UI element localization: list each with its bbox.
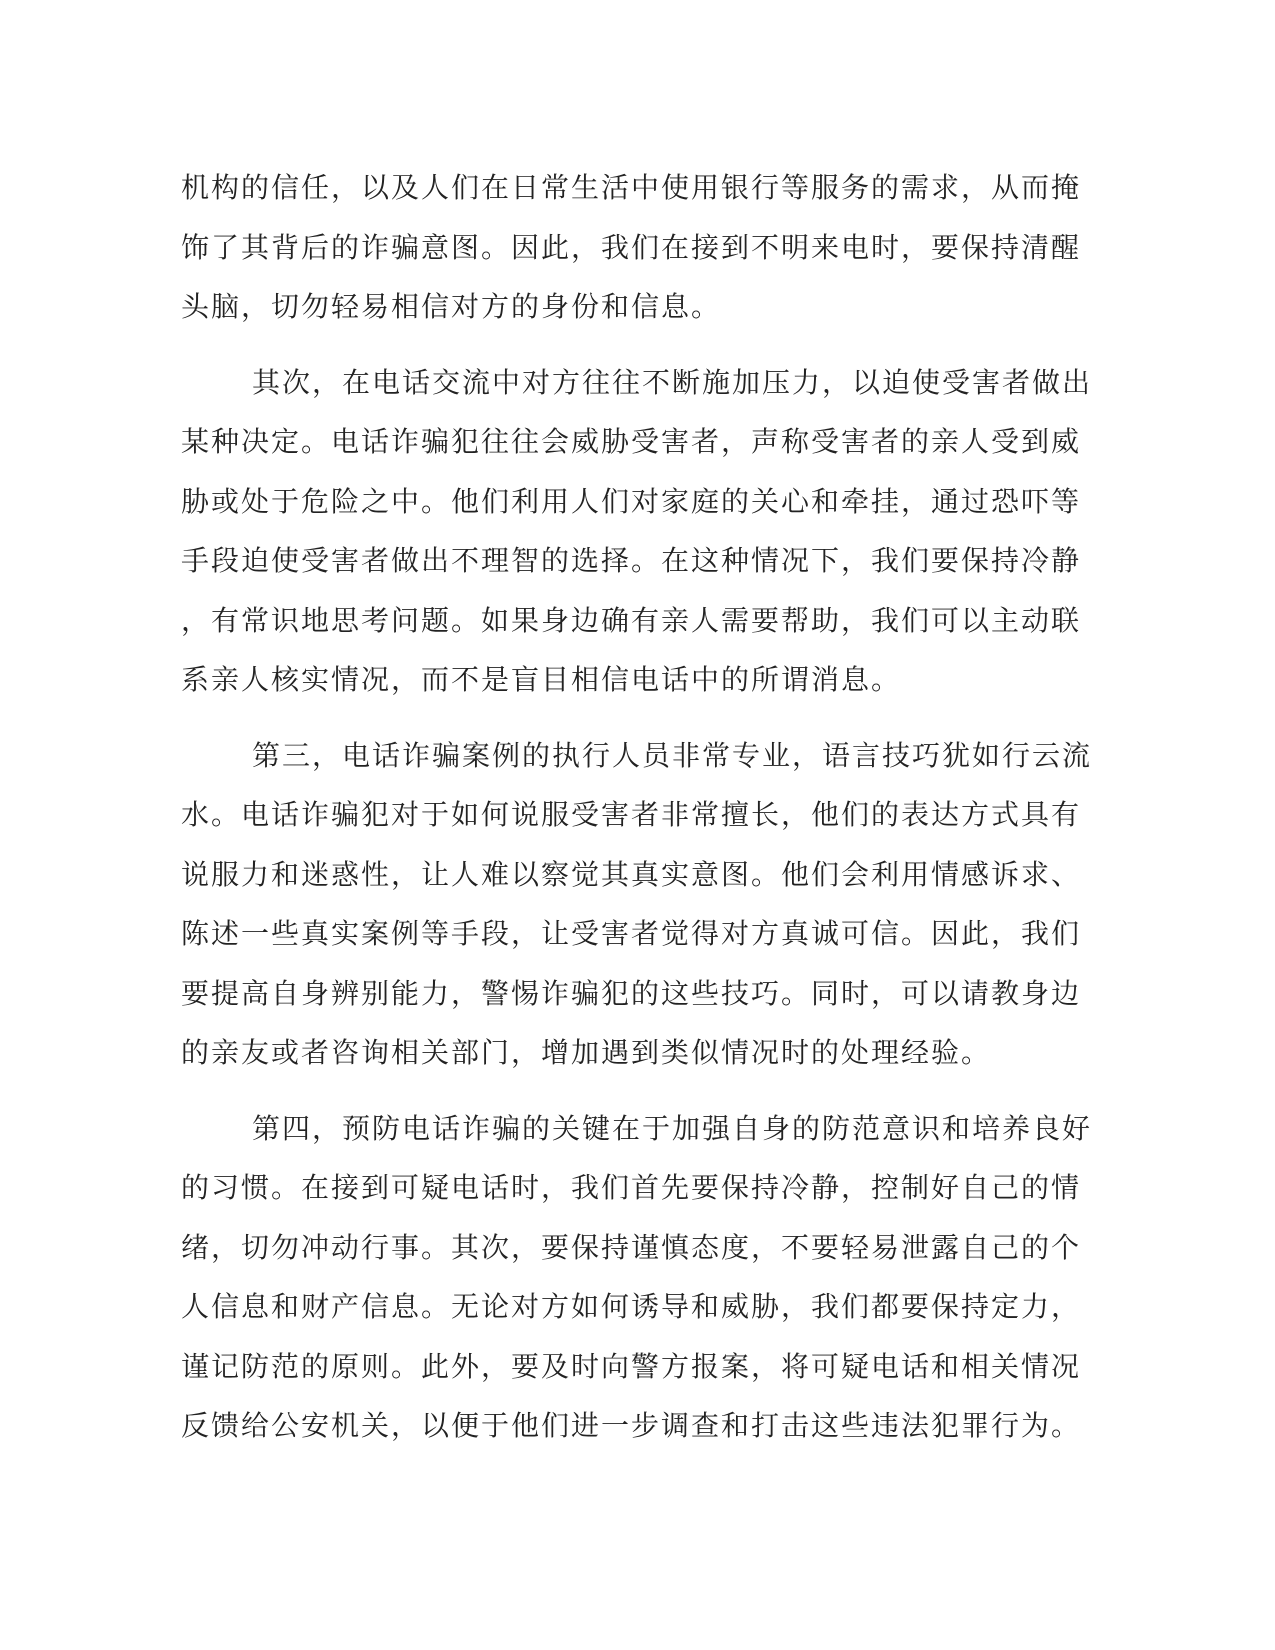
text-line: 胁或处于危险之中。他们利用人们对家庭的关心和牵挂，通过恐吓等 xyxy=(181,484,1082,518)
text-line: 的亲友或者咨询相关部门，增加遇到类似情况时的处理经验。 xyxy=(181,1036,992,1069)
text-line: 反馈给公安机关，以便于他们进一步调查和打击这些违法犯罪行为。 xyxy=(181,1409,1082,1442)
paragraph-1 xyxy=(181,158,1082,337)
paragraph-4 xyxy=(181,1099,1093,1456)
text-line: ，有常识地思考问题。如果身边确有亲人需要帮助，我们可以主动联 xyxy=(181,603,1082,637)
text-line: 绪，切勿冲动行事。其次，要保持谨慎态度，不要轻易泄露自己的个 xyxy=(181,1230,1082,1264)
text-line: 第四，预防电话诈骗的关键在于加强自身的防范意识和培养良好 xyxy=(252,1111,1093,1145)
text-line: 谨记防范的原则。此外，要及时向警方报案，将可疑电话和相关情况 xyxy=(181,1349,1082,1383)
text-line: 机构的信任，以及人们在日常生活中使用银行等服务的需求，从而掩 xyxy=(181,171,1082,204)
text-line: 第三，电话诈骗案例的执行人员非常专业，语言技巧犹如行云流 xyxy=(252,738,1093,772)
text-line: 说服力和迷惑性，让人难以察觉其真实意图。他们会利用情感诉求、 xyxy=(181,857,1082,891)
text-line: 某种决定。电话诈骗犯往往会威胁受害者，声称受害者的亲人受到威 xyxy=(181,425,1082,458)
paragraph-3 xyxy=(181,726,1093,1083)
text-line: 人信息和财产信息。无论对方如何诱导和威胁，我们都要保持定力， xyxy=(181,1290,1082,1323)
text-line: 陈述一些真实案例等手段，让受害者觉得对方真诚可信。因此，我们 xyxy=(181,917,1082,950)
text-line: 要提高自身辨别能力，警惕诈骗犯的这些技巧。同时，可以请教身边 xyxy=(181,976,1082,1010)
text-line: 手段迫使受害者做出不理智的选择。在这种情况下，我们要保持冷静 xyxy=(181,544,1082,577)
paragraph-2 xyxy=(181,353,1093,710)
text-line: 系亲人核实情况，而不是盲目相信电话中的所谓消息。 xyxy=(181,663,902,696)
text-line: 的习惯。在接到可疑电话时，我们首先要保持冷静，控制好自己的情 xyxy=(181,1171,1082,1204)
text-line: 水。电话诈骗犯对于如何说服受害者非常擅长，他们的表达方式具有 xyxy=(181,798,1082,831)
text-line: 饰了其背后的诈骗意图。因此，我们在接到不明来电时，要保持清醒 xyxy=(181,230,1082,264)
text-line: 其次，在电话交流中对方往往不断施加压力，以迫使受害者做出 xyxy=(252,365,1093,399)
body-text xyxy=(181,158,1093,1472)
text-line: 头脑，切勿轻易相信对方的身份和信息。 xyxy=(181,290,722,323)
